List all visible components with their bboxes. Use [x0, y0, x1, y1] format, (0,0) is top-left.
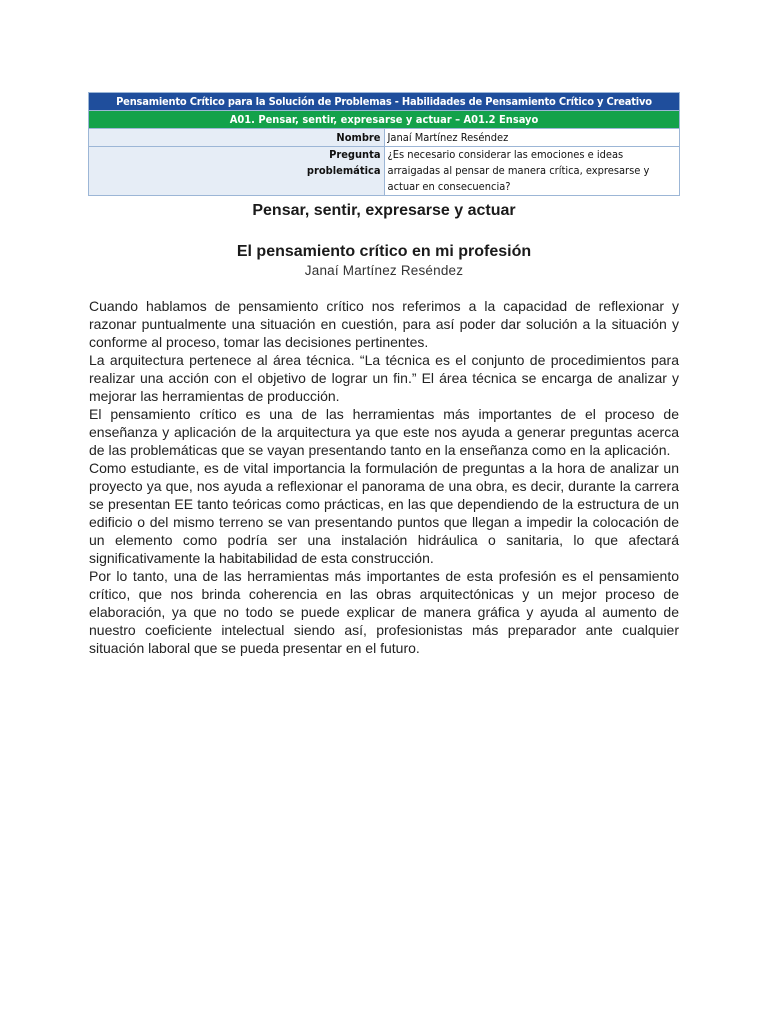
paragraph: La arquitectura pertenece al área técnica. “La técnica es el conjunto de procedimientos para realizar una acción con el objetivo de lograr un fin.” El área técnica se encarga de analizar y mejorar las herramientas de producción. — [89, 352, 679, 404]
question-value: ¿Es necesario considerar las emociones e ideas arraigadas al pensar de manera crítica, expresarse y actuar en consecuencia? — [384, 147, 680, 196]
question-label — [89, 147, 385, 196]
question-row — [89, 147, 680, 196]
paragraph: Por lo tanto, una de las herramientas más importantes de esta profesión es el pensamiento crítico, que nos brinda coherencia en las obras arquitectónicas y un mejor proceso de elaboración, ya que no todo se puede explicar de manera gráfica y ayuda al aumento de nuestro coeficiente intelectual siendo así, profesionistas más preparador ante cualquier situación laboral que se pueda presentar en el futuro. — [89, 568, 679, 656]
activity-title: A01. Pensar, sentir, expresarse y actuar – A01.2 Ensayo — [89, 111, 680, 129]
name-value: Janaí Martínez Reséndez — [384, 129, 680, 147]
paragraph: Como estudiante, es de vital importancia la formulación de preguntas a la hora de analizar un proyecto ya que, nos ayuda a reflexionar el panorama de una obra, es decir, durante la carrera se presentan EE tanto teóricas como prácticas, en las que dependiendo de la estructura de un edificio o del mismo terreno se van presentando puntos que llegan a impedir la colocación de un elemento como podría ser una instalación hidráulica o sanitaria, lo que afectará significativamente la habitabilidad de esta construcción. — [89, 460, 679, 566]
assignment-header-table — [88, 92, 680, 196]
question-label-line1: Pregunta — [329, 148, 381, 161]
essay-body — [89, 297, 679, 657]
activity-row — [89, 111, 680, 129]
author-name: Janaí Martínez Reséndez — [304, 263, 464, 278]
paragraph: Cuando hablamos de pensamiento crítico nos referimos a la capacidad de reflexionar y razonar puntualmente una situación en cuestión, para así poder dar solución a la situación y conforme al proceso, tomar las decisiones pertinentes. — [89, 298, 679, 350]
paragraph: El pensamiento crítico es una de las herramientas más importantes de el proceso de enseñanza y aplicación de la arquitectura ya que este nos ayuda a generar preguntas acerca de las problemáticas que se vayan presentando tanto en la enseñanza como en la aplicación. — [89, 406, 679, 458]
name-label: Nombre — [89, 129, 385, 147]
question-label-line2: problemática — [306, 164, 381, 177]
course-title: Pensamiento Crítico para la Solución de Problemas - Habilidades de Pensamiento Crítico y Creativo — [89, 93, 680, 111]
name-row — [89, 129, 680, 147]
course-title-row — [89, 93, 680, 111]
essay-subtitle: El pensamiento crítico en mi profesión — [236, 243, 532, 260]
main-title: Pensar, sentir, expresarse y actuar — [252, 202, 516, 219]
